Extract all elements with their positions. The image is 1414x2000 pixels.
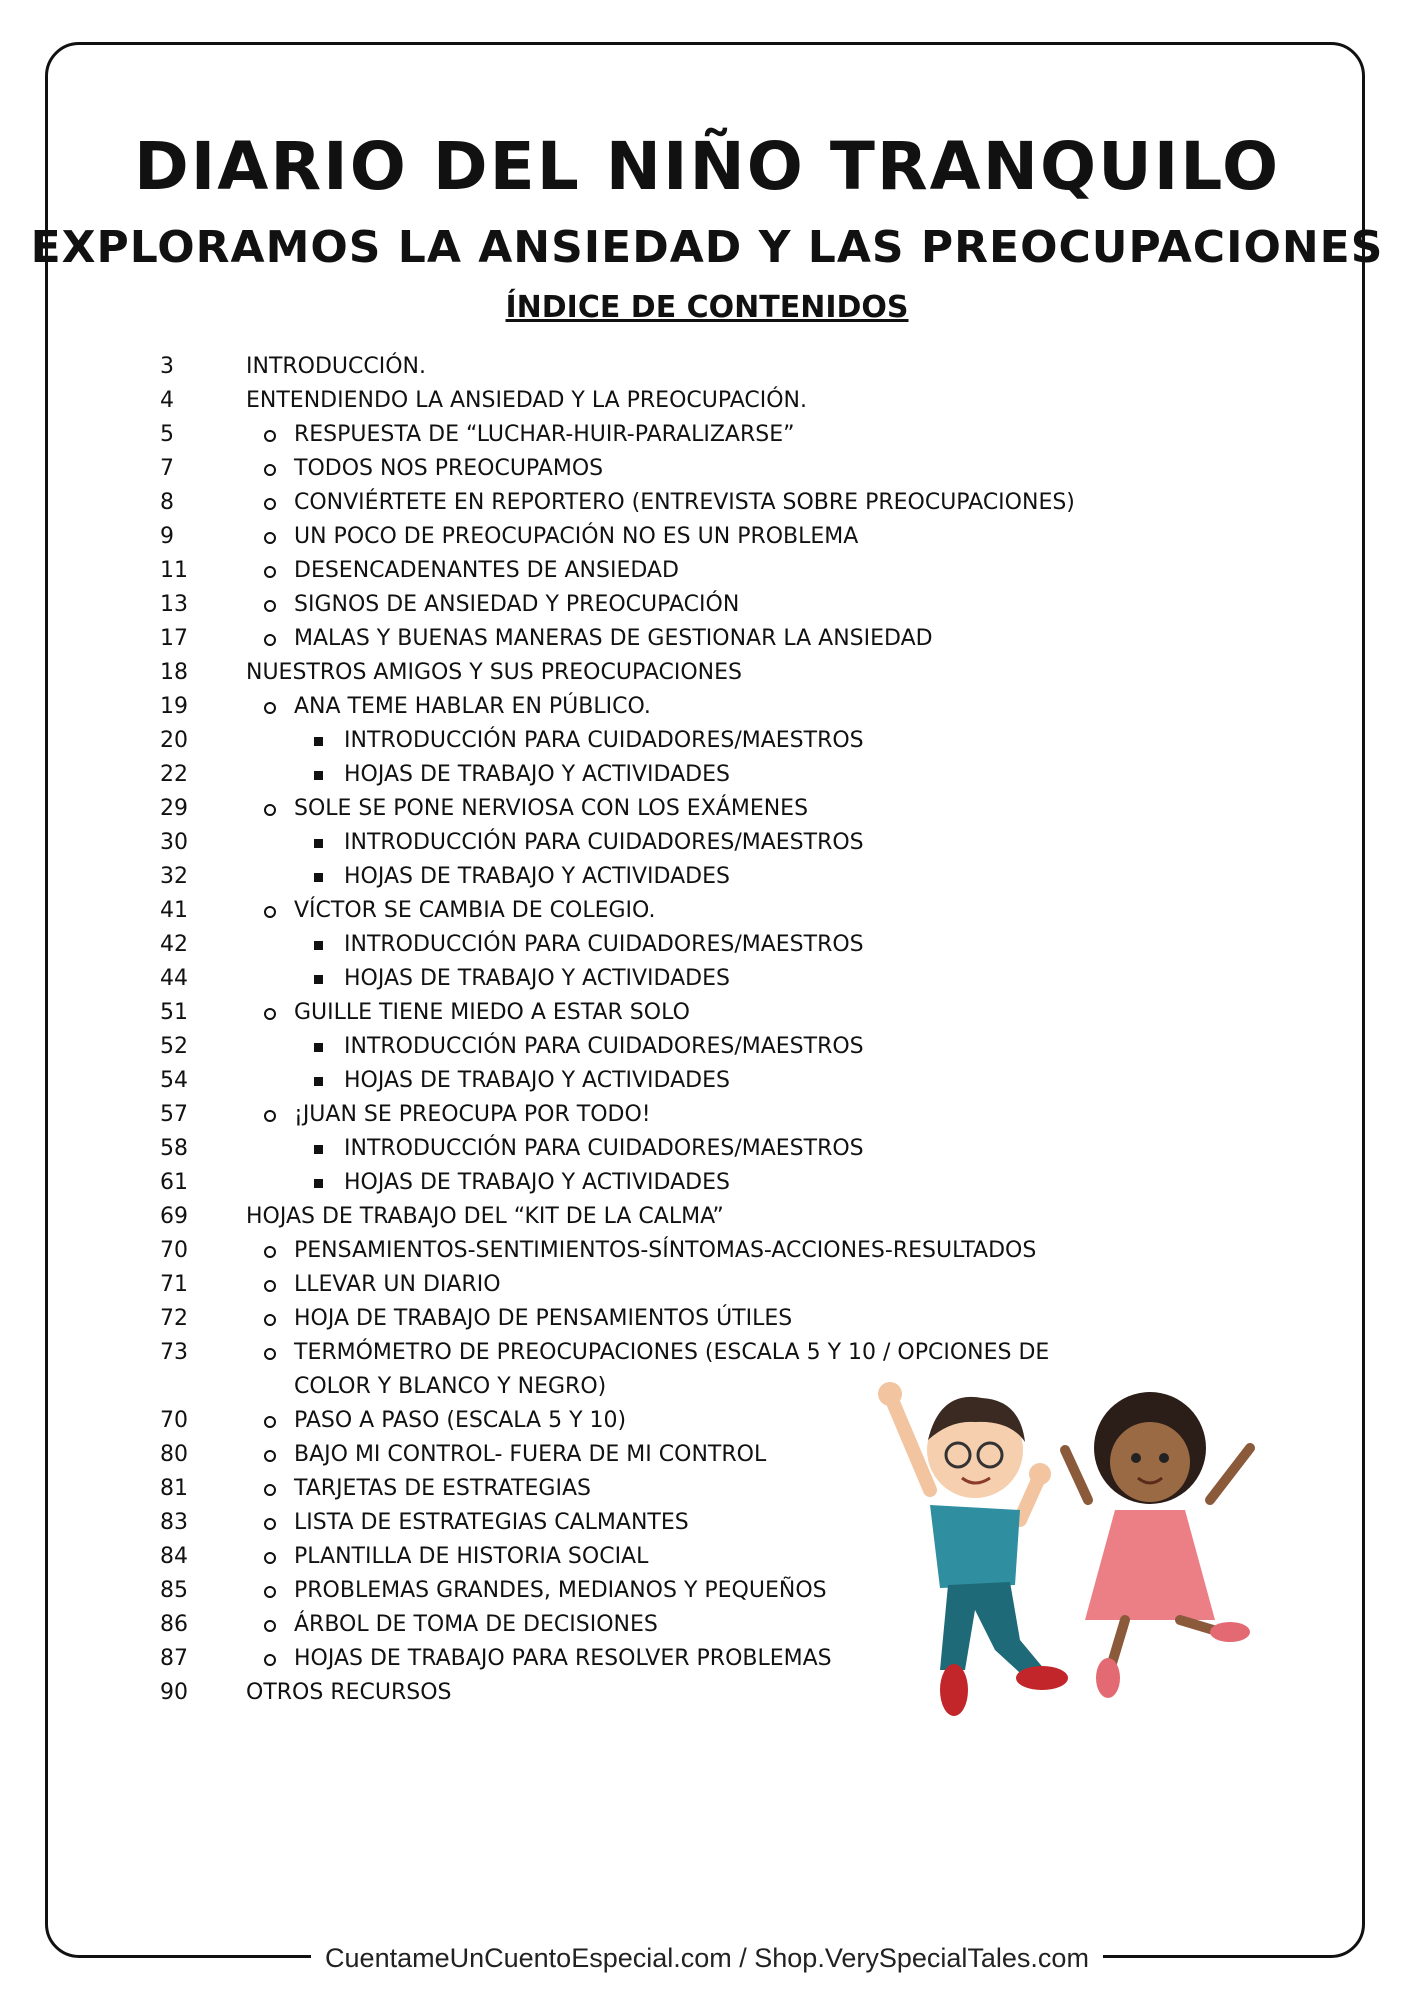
toc-entry-text: NUESTROS AMIGOS Y SUS PREOCUPACIONES <box>246 660 742 685</box>
toc-entry <box>314 724 864 758</box>
circle-bullet-icon <box>264 588 294 622</box>
toc-entry-text: ¡JUAN SE PREOCUPA POR TODO! <box>294 1102 651 1127</box>
toc-page-number: 87 <box>160 1646 188 1671</box>
toc-row <box>160 520 1160 554</box>
toc-page-number: 70 <box>160 1238 188 1263</box>
toc-row <box>160 1302 1160 1336</box>
toc-row <box>160 350 1160 384</box>
square-bullet-icon <box>314 928 344 962</box>
page-title: DIARIO DEL NIÑO TRANQUILO <box>133 128 1281 205</box>
toc-page-number: 13 <box>160 592 188 617</box>
toc-page-number: 30 <box>160 830 188 855</box>
circle-bullet-icon <box>264 452 294 486</box>
circle-bullet-icon <box>264 1098 294 1132</box>
toc-entry-text: LLEVAR UN DIARIO <box>294 1272 501 1297</box>
toc-row <box>160 724 1160 758</box>
toc-entry-text: INTRODUCCIÓN PARA CUIDADORES/MAESTROS <box>344 932 864 957</box>
toc-entry <box>264 1302 792 1336</box>
square-bullet-icon <box>314 1132 344 1166</box>
circle-bullet-icon <box>264 1438 294 1472</box>
square-bullet-icon <box>314 1166 344 1200</box>
toc-entry <box>264 622 933 656</box>
toc-entry-text: SOLE SE PONE NERVIOSA CON LOS EXÁMENES <box>294 796 809 821</box>
toc-entry <box>246 1200 724 1234</box>
toc-entry <box>264 1506 689 1540</box>
circle-bullet-icon <box>264 894 294 928</box>
toc-page-number: 54 <box>160 1068 188 1093</box>
toc-page-number: 57 <box>160 1102 188 1127</box>
footer <box>0 1934 1414 1982</box>
toc-row <box>160 622 1160 656</box>
toc-page-number: 41 <box>160 898 188 923</box>
toc-entry <box>246 1676 452 1710</box>
toc-entry <box>264 452 603 486</box>
toc-page-number: 8 <box>160 490 174 515</box>
toc-entry-text: RESPUESTA DE “LUCHAR-HUIR-PARALIZARSE” <box>294 422 795 447</box>
circle-bullet-icon <box>264 622 294 656</box>
square-bullet-icon <box>314 1030 344 1064</box>
toc-entry <box>264 520 858 554</box>
toc-row <box>160 928 1160 962</box>
circle-bullet-icon <box>264 1234 294 1268</box>
toc-entry-text: HOJA DE TRABAJO DE PENSAMIENTOS ÚTILES <box>294 1306 793 1331</box>
toc-page-number: 11 <box>160 558 188 583</box>
toc-page-number: 4 <box>160 388 174 413</box>
toc-page-number: 3 <box>160 354 174 379</box>
toc-entry-text: INTRODUCCIÓN PARA CUIDADORES/MAESTROS <box>344 728 864 753</box>
toc-entry <box>264 1574 827 1608</box>
toc-entry-text: ÁRBOL DE TOMA DE DECISIONES <box>294 1612 658 1637</box>
toc-page-number: 32 <box>160 864 188 889</box>
toc-entry <box>264 792 808 826</box>
toc-entry-text: HOJAS DE TRABAJO Y ACTIVIDADES <box>344 966 730 991</box>
toc-entry-text: INTRODUCCIÓN PARA CUIDADORES/MAESTROS <box>344 1034 864 1059</box>
toc-entry-text: PASO A PASO (ESCALA 5 Y 10) <box>294 1408 627 1433</box>
toc-entry-text: OTROS RECURSOS <box>246 1680 452 1705</box>
toc-entry <box>264 894 655 928</box>
girl-figure <box>1065 1392 1250 1698</box>
circle-bullet-icon <box>264 1608 294 1642</box>
toc-entry <box>314 1030 864 1064</box>
circle-bullet-icon <box>264 418 294 452</box>
toc-entry <box>264 1234 1036 1268</box>
toc-page-number: 69 <box>160 1204 188 1229</box>
toc-page-number: 86 <box>160 1612 188 1637</box>
boy-figure <box>878 1382 1068 1716</box>
toc-page-number: 5 <box>160 422 174 447</box>
toc-entry <box>314 758 730 792</box>
toc-page-number: 80 <box>160 1442 188 1467</box>
toc-row <box>160 656 1160 690</box>
toc-page-number: 58 <box>160 1136 188 1161</box>
toc-entry <box>314 826 864 860</box>
toc-entry-text: VÍCTOR SE CAMBIA DE COLEGIO. <box>294 898 656 923</box>
toc-page-number: 51 <box>160 1000 188 1025</box>
toc-row <box>160 452 1160 486</box>
toc-entry <box>314 962 730 996</box>
circle-bullet-icon <box>264 1574 294 1608</box>
toc-row <box>160 792 1160 826</box>
toc-page-number: 29 <box>160 796 188 821</box>
toc-page-number: 20 <box>160 728 188 753</box>
toc-entry-text: INTRODUCCIÓN PARA CUIDADORES/MAESTROS <box>344 1136 864 1161</box>
toc-entry <box>314 1064 730 1098</box>
toc-page-number: 9 <box>160 524 174 549</box>
circle-bullet-icon <box>264 1472 294 1506</box>
circle-bullet-icon <box>264 792 294 826</box>
two-jumping-children-illustration <box>870 1370 1270 1730</box>
toc-entry <box>264 690 651 724</box>
toc-entry <box>314 1132 864 1166</box>
toc-page-number: 83 <box>160 1510 188 1535</box>
circle-bullet-icon <box>264 996 294 1030</box>
toc-entry <box>246 656 742 690</box>
square-bullet-icon <box>314 724 344 758</box>
circle-bullet-icon <box>264 1642 294 1676</box>
toc-entry-text: TARJETAS DE ESTRATEGIAS <box>294 1476 591 1501</box>
toc-entry <box>264 1642 832 1676</box>
toc-entry-text: LISTA DE ESTRATEGIAS CALMANTES <box>294 1510 689 1535</box>
toc-entry-text: TERMÓMETRO DE PREOCUPACIONES (ESCALA 5 Y 10 / OPCIONES DE COLOR Y BLANCO Y NEGRO) <box>294 1340 1050 1399</box>
toc-page-number: 22 <box>160 762 188 787</box>
toc-row <box>160 486 1160 520</box>
square-bullet-icon <box>314 1064 344 1098</box>
toc-entry <box>264 1098 651 1132</box>
toc-page-number: 73 <box>160 1340 188 1365</box>
toc-entry <box>314 928 864 962</box>
circle-bullet-icon <box>264 690 294 724</box>
toc-entry-text: PENSAMIENTOS-SENTIMIENTOS-SÍNTOMAS-ACCIONES-RESULTADOS <box>294 1238 1037 1263</box>
circle-bullet-icon <box>264 1302 294 1336</box>
toc-row <box>160 1030 1160 1064</box>
toc-page-number: 72 <box>160 1306 188 1331</box>
toc-entry <box>264 588 739 622</box>
toc-entry-text: INTRODUCCIÓN. <box>246 354 427 379</box>
footer-website[interactable]: CuentameUnCuentoEspecial.com / Shop.VerySpecialTales.com <box>311 1943 1103 1974</box>
toc-page-number: 18 <box>160 660 188 685</box>
toc-entry <box>246 384 807 418</box>
toc-entry-text: ENTENDIENDO LA ANSIEDAD Y LA PREOCUPACIÓN. <box>246 388 807 413</box>
toc-row <box>160 1268 1160 1302</box>
toc-page-number: 84 <box>160 1544 188 1569</box>
toc-entry <box>246 350 426 384</box>
circle-bullet-icon <box>264 1404 294 1438</box>
toc-entry-text: GUILLE TIENE MIEDO A ESTAR SOLO <box>294 1000 690 1025</box>
toc-row <box>160 1064 1160 1098</box>
toc-entry <box>314 1166 730 1200</box>
toc-entry-text: BAJO MI CONTROL- FUERA DE MI CONTROL <box>294 1442 767 1467</box>
toc-row <box>160 996 1160 1030</box>
circle-bullet-icon <box>264 1506 294 1540</box>
toc-entry <box>264 1438 766 1472</box>
toc-entry-text: INTRODUCCIÓN PARA CUIDADORES/MAESTROS <box>344 830 864 855</box>
toc-entry <box>264 486 1075 520</box>
toc-row <box>160 826 1160 860</box>
toc-row <box>160 962 1160 996</box>
toc-page-number: 70 <box>160 1408 188 1433</box>
page-subtitle: EXPLORAMOS LA ANSIEDAD Y LAS PREOCUPACIONES <box>30 222 1384 273</box>
toc-entry-text: CONVIÉRTETE EN REPORTERO (ENTREVISTA SOBRE PREOCUPACIONES) <box>294 490 1075 515</box>
toc-page-number: 17 <box>160 626 188 651</box>
toc-page-number: 19 <box>160 694 188 719</box>
circle-bullet-icon <box>264 1268 294 1302</box>
toc-row <box>160 690 1160 724</box>
toc-page-number: 7 <box>160 456 174 481</box>
toc-row <box>160 418 1160 452</box>
toc-entry-text: SIGNOS DE ANSIEDAD Y PREOCUPACIÓN <box>294 592 740 617</box>
toc-row <box>160 758 1160 792</box>
circle-bullet-icon <box>264 554 294 588</box>
toc-entry-text: PLANTILLA DE HISTORIA SOCIAL <box>294 1544 649 1569</box>
toc-entry-text: DESENCADENANTES DE ANSIEDAD <box>294 558 679 583</box>
toc-row <box>160 384 1160 418</box>
square-bullet-icon <box>314 758 344 792</box>
toc-row <box>160 894 1160 928</box>
toc-row <box>160 1234 1160 1268</box>
toc-page-number: 42 <box>160 932 188 957</box>
toc-entry-text: MALAS Y BUENAS MANERAS DE GESTIONAR LA ANSIEDAD <box>294 626 933 651</box>
toc-entry-text: HOJAS DE TRABAJO Y ACTIVIDADES <box>344 1068 730 1093</box>
toc-page-number: 61 <box>160 1170 188 1195</box>
toc-entry-text: ANA TEME HABLAR EN PÚBLICO. <box>294 694 651 719</box>
toc-entry <box>264 554 679 588</box>
toc-row <box>160 1098 1160 1132</box>
toc-page-number: 81 <box>160 1476 188 1501</box>
toc-entry-text: HOJAS DE TRABAJO DEL “KIT DE LA CALMA” <box>246 1204 724 1229</box>
toc-entry <box>264 996 690 1030</box>
square-bullet-icon <box>314 962 344 996</box>
toc-page-number: 71 <box>160 1272 188 1297</box>
toc-entry <box>264 1608 658 1642</box>
toc-entry <box>264 1472 591 1506</box>
square-bullet-icon <box>314 860 344 894</box>
toc-entry <box>264 418 795 452</box>
toc-row <box>160 554 1160 588</box>
circle-bullet-icon <box>264 520 294 554</box>
toc-entry-text: TODOS NOS PREOCUPAMOS <box>294 456 604 481</box>
circle-bullet-icon <box>264 1336 294 1404</box>
toc-entry-text: HOJAS DE TRABAJO Y ACTIVIDADES <box>344 864 730 889</box>
toc-row <box>160 860 1160 894</box>
toc-entry-text: PROBLEMAS GRANDES, MEDIANOS Y PEQUEÑOS <box>294 1578 827 1603</box>
toc-entry <box>314 860 730 894</box>
toc-row <box>160 1166 1160 1200</box>
toc-row <box>160 1200 1160 1234</box>
circle-bullet-icon <box>264 1540 294 1574</box>
toc-entry <box>264 1268 501 1302</box>
toc-heading: ÍNDICE DE CONTENIDOS <box>505 290 909 325</box>
toc-page-number: 85 <box>160 1578 188 1603</box>
circle-bullet-icon <box>264 486 294 520</box>
toc-page-number: 44 <box>160 966 188 991</box>
toc-entry-text: UN POCO DE PREOCUPACIÓN NO ES UN PROBLEMA <box>294 524 859 549</box>
toc-row <box>160 1132 1160 1166</box>
toc-page-number: 90 <box>160 1680 188 1705</box>
toc-entry-text: HOJAS DE TRABAJO Y ACTIVIDADES <box>344 1170 730 1195</box>
toc-entry-text: HOJAS DE TRABAJO Y ACTIVIDADES <box>344 762 730 787</box>
square-bullet-icon <box>314 826 344 860</box>
toc-entry <box>264 1540 648 1574</box>
toc-row <box>160 588 1160 622</box>
toc-entry <box>264 1404 626 1438</box>
toc-entry-text: HOJAS DE TRABAJO PARA RESOLVER PROBLEMAS <box>294 1646 832 1671</box>
toc-page-number: 52 <box>160 1034 188 1059</box>
